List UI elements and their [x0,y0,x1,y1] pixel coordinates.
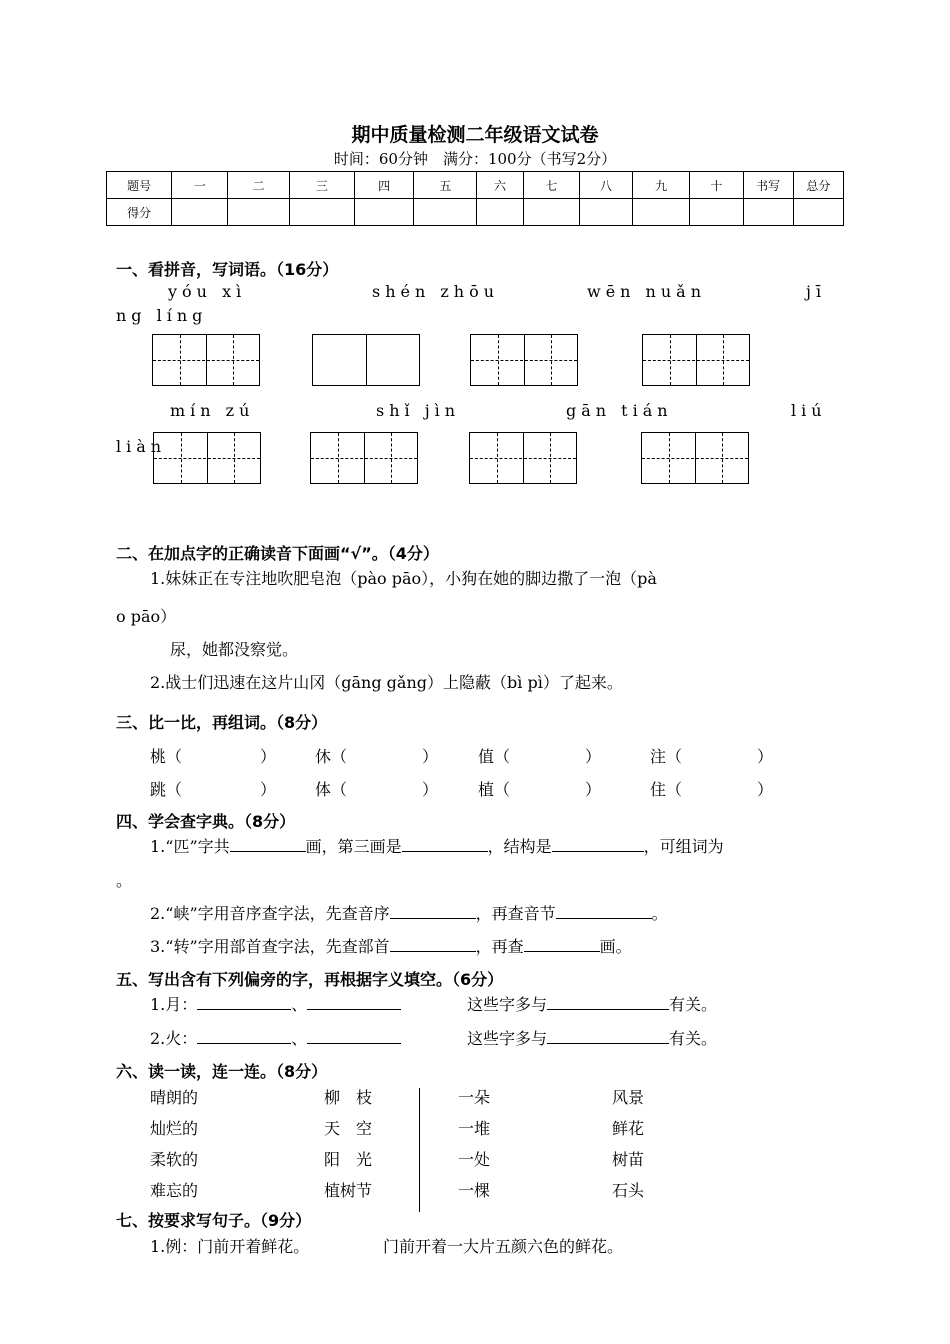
page-title: 期中质量检测二年级语文试卷 [351,124,599,146]
question-line [150,992,401,1015]
match-item[interactable]: 植树节 [324,1181,373,1200]
answer-blank[interactable] [390,937,476,952]
score-cell[interactable] [289,199,354,226]
text: 2.火： [150,1029,198,1048]
example-sentence: 门前开着一大片五颜六色的鲜花。 [383,1237,624,1256]
column-divider [419,1088,420,1212]
header-cell: 书写 [743,172,793,199]
answer-blank[interactable] [402,837,488,852]
score-header-row [107,172,844,199]
match-item[interactable]: 一朵 [458,1088,491,1107]
question-line: o pāo） [116,607,177,626]
text: 这些字多与 [467,1029,548,1048]
match-item[interactable]: 一处 [458,1150,491,1169]
score-table [106,171,844,226]
section-3-heading: 三、比一比，再组词。（8分） [116,713,328,732]
match-item[interactable]: 石头 [612,1181,645,1200]
word-pair: 跳（ [150,780,183,799]
text: 3.“转”字用部首查字法，先查部首 [150,937,390,956]
score-cell[interactable] [743,199,793,226]
score-row-label: 得分 [107,199,172,226]
question-line: 。 [116,871,133,890]
word-pair: ） [585,780,602,799]
match-item[interactable]: 一堆 [458,1119,491,1138]
answer-blank[interactable] [556,904,652,919]
score-cell[interactable] [414,199,477,226]
writing-grid[interactable] [153,432,261,484]
header-cell: 五 [414,172,477,199]
match-item[interactable]: 难忘的 [150,1181,199,1200]
match-item[interactable]: 阳 光 [324,1150,373,1169]
section-6-heading: 六、读一读，连一连。（8分） [116,1062,328,1081]
match-item[interactable]: 柔软的 [150,1150,199,1169]
text: 有关。 [669,995,718,1014]
question-line [150,901,668,924]
text: 。 [651,904,668,923]
word-pair: ） [260,780,277,799]
match-item[interactable]: 天 空 [324,1119,373,1138]
answer-blank[interactable] [230,837,306,852]
writing-grid[interactable] [641,432,749,484]
header-cell: 总分 [793,172,843,199]
question-line: 尿，她都没察觉。 [170,640,299,659]
pinyin: jī [806,282,827,301]
header-cell: 八 [579,172,632,199]
text: 画，第三画是 [305,837,402,856]
word-pair: ） [585,747,602,766]
header-cell: 十 [690,172,743,199]
word-pair: ） [757,780,774,799]
text: 1.“匹”字共 [150,837,230,856]
pinyin: ng líng [116,306,208,325]
section-5-heading: 五、写出含有下列偏旁的字，再根据字义填空。（6分） [116,970,504,989]
match-item[interactable]: 灿烂的 [150,1119,199,1138]
answer-blank[interactable] [547,995,669,1010]
header-cell: 题号 [107,172,172,199]
match-item[interactable]: 柳 枝 [324,1088,373,1107]
text: ，再查音节 [475,904,556,923]
score-input-row [107,199,844,226]
pinyin: liàn [116,437,167,456]
word-pair: ） [422,780,439,799]
word-pair: 植（ [478,780,511,799]
section-1-heading: 一、看拼音，写词语。（16分） [116,260,339,279]
writing-grid[interactable] [152,334,260,386]
score-cell[interactable] [228,199,289,226]
text: ，再查 [475,937,524,956]
word-pair: 值（ [478,747,511,766]
word-pair: ） [260,747,277,766]
question-line [467,1026,717,1049]
pinyin: shén zhōu [372,282,500,301]
match-item[interactable]: 树苗 [612,1150,645,1169]
score-cell[interactable] [477,199,523,226]
score-cell[interactable] [523,199,579,226]
text: 、 [291,995,308,1014]
header-cell: 一 [172,172,228,199]
text: 这些字多与 [467,995,548,1014]
word-pair: 体（ [315,780,348,799]
word-pair: 注（ [650,747,683,766]
score-cell[interactable] [690,199,743,226]
answer-blank[interactable] [390,904,476,919]
question-line [467,992,717,1015]
answer-blank[interactable] [552,837,644,852]
text: 画。 [599,937,632,956]
pinyin: wēn nuǎn [587,282,707,301]
question-line [150,1026,401,1049]
pinyin: liú [791,401,827,420]
word-pair: ） [757,747,774,766]
header-cell: 六 [477,172,523,199]
answer-blank[interactable] [307,995,401,1010]
text: 有关。 [669,1029,718,1048]
section-7-heading: 七、按要求写句子。（9分） [116,1211,312,1230]
writing-grid[interactable] [312,334,420,386]
section-2-heading: 二、在加点字的正确读音下面画“√”。（4分） [116,544,439,563]
match-item[interactable]: 晴朗的 [150,1088,199,1107]
word-pair: 休（ [315,747,348,766]
question-line: 1.妹妹正在专注地吹肥皂泡（pào pāo），小狗在她的脚边撒了一泡（pà [150,569,657,588]
match-item[interactable]: 一棵 [458,1181,491,1200]
word-pair: 桃（ [150,747,183,766]
answer-blank[interactable] [197,995,291,1010]
section-4-heading: 四、学会查字典。（8分） [116,812,296,831]
answer-blank[interactable] [197,1029,291,1044]
header-cell: 七 [523,172,579,199]
answer-blank[interactable] [547,1029,669,1044]
score-cell[interactable] [354,199,413,226]
score-cell[interactable] [793,199,843,226]
score-cell[interactable] [172,199,228,226]
example-sentence: 1.例：门前开着鲜花。 [150,1237,310,1256]
text: 1.月： [150,995,198,1014]
header-cell: 二 [228,172,289,199]
header-cell: 三 [289,172,354,199]
writing-grid[interactable] [310,432,418,484]
pinyin: gān tián [566,401,673,420]
answer-blank[interactable] [524,937,600,952]
score-cell[interactable] [633,199,690,226]
text: 、 [291,1029,308,1048]
text: ，结构是 [487,837,552,856]
writing-grid[interactable] [469,432,577,484]
text: 2.“峡”字用音序查字法，先查音序 [150,904,390,923]
word-pair: ） [422,747,439,766]
score-cell[interactable] [579,199,632,226]
header-cell: 九 [633,172,690,199]
exam-info: 时间：60分钟 满分：100分（书写2分） [333,150,617,168]
question-line [150,834,724,857]
header-cell: 四 [354,172,413,199]
writing-grid[interactable] [642,334,750,386]
match-item[interactable]: 风景 [612,1088,645,1107]
pinyin: yóu xì [168,282,247,301]
writing-grid[interactable] [470,334,578,386]
text: ，可组词为 [643,837,724,856]
word-pair: 住（ [650,780,683,799]
answer-blank[interactable] [307,1029,401,1044]
match-item[interactable]: 鲜花 [612,1119,645,1138]
question-line: 2.战士们迅速在这片山冈（gāng gǎng）上隐蔽（bì pì）了起来。 [150,673,623,692]
question-line [150,934,632,957]
pinyin: mín zú [170,401,255,420]
pinyin: shǐ jìn [376,401,461,420]
